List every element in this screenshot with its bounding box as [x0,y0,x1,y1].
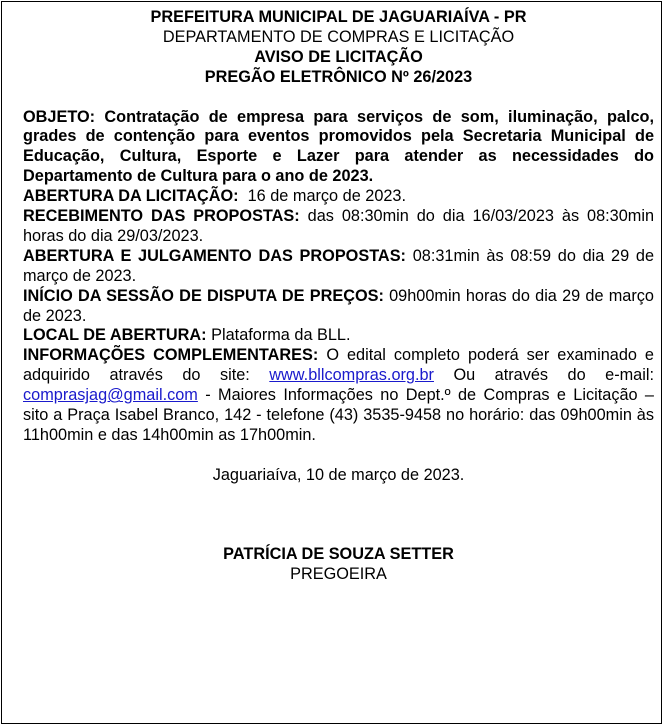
julgamento-value: 08:31min às 08:59 do dia 29 de março de 2023. [23,246,654,285]
info-paragraph [23,346,654,446]
info-label: INFORMAÇÕES COMPLEMENTARES: [23,346,319,365]
signer-name: PATRÍCIA DE SOUZA SETTER [223,545,454,564]
header-notice-type: AVISO DE LICITAÇÃO [254,47,423,66]
notice-content [23,8,654,585]
sessao-value: 09h00min horas do dia 29 de março de 2023. [23,286,654,325]
signer-role: PREGOEIRA [290,565,387,584]
local-label: LOCAL DE ABERTURA: [23,326,207,345]
spacer [23,446,654,466]
info-text-2: Ou através do e-mail: [433,366,654,385]
site-link[interactable]: www.bllcompras.org.br [269,366,434,385]
info-text-1: O edital completo poderá ser examinado e adquirido através do site: [23,346,654,385]
header-department: DEPARTAMENTO DE COMPRAS E LICITAÇÃO [162,27,515,46]
info-text-3: - Maiores Informações no Dept.º de Compras e Licitação – sito a Praça Isabel Branco, 142 - telefone (43) 3535-9458 no horário: das 09h00min às 11h00min e das 14h00min as 17h00min. [23,386,654,445]
spacer [23,88,654,108]
email-link[interactable]: comprasjag@gmail.com [23,386,198,405]
objeto-paragraph: OBJETO: Contratação de empresa para serviços de som, iluminação, palco, grades de contenção para eventos promovidos pela Secretaria Municipal de Educação, Cultura, Esporte e Lazer para atender as necessidades do Departamento de Cultura para o ano de 2023. [23,107,654,186]
recebimento-label: RECEBIMENTO DAS PROPOSTAS: [23,207,300,226]
local-value: Plataforma da BLL. [206,326,351,345]
abertura-value: 16 de março de 2023. [238,187,407,206]
abertura-label: ABERTURA DA LICITAÇÃO: [23,187,239,206]
sessao-label: INÍCIO DA SESSÃO DE DISPUTA DE PREÇOS: [23,286,384,305]
header-municipality: PREFEITURA MUNICIPAL DE JAGUARIAÍVA - PR [150,8,527,26]
place-date: Jaguariaíva, 10 de março de 2023. [212,465,465,484]
sessao-paragraph [23,287,654,327]
header-auction-number: PREGÃO ELETRÔNICO Nº 26/2023 [204,67,473,86]
spacer [23,486,654,546]
julgamento-paragraph [23,247,654,287]
julgamento-label: ABERTURA E JULGAMENTO DAS PROPOSTAS: [23,246,406,265]
abertura-paragraph [23,187,654,207]
notice-header [23,8,654,88]
recebimento-paragraph [23,207,654,247]
recebimento-value: das 08:30min do dia 16/03/2023 às 08:30min horas do dia 29/03/2023. [23,207,654,245]
local-paragraph [23,326,654,346]
